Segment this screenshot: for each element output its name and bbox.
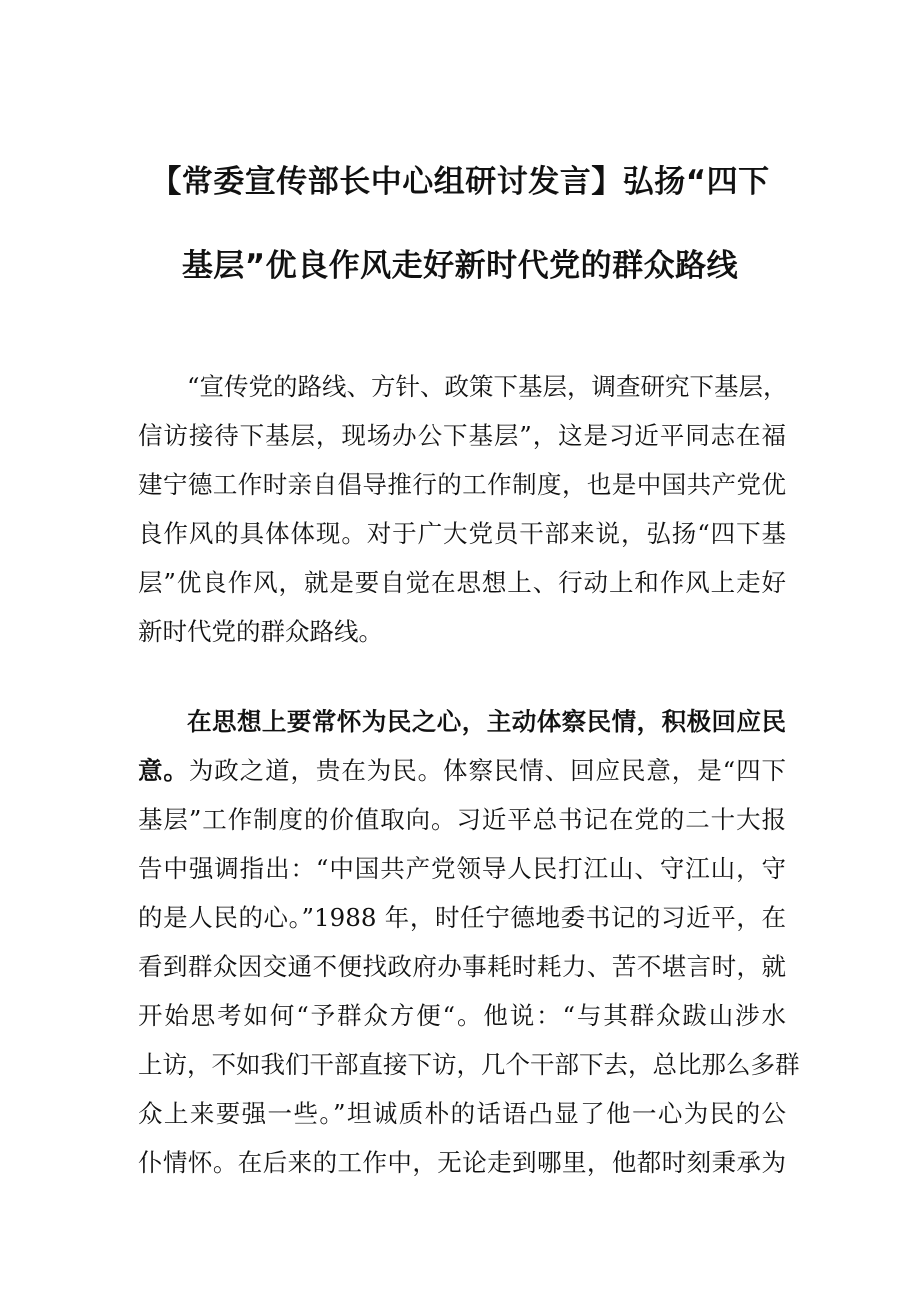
- paragraph-2-line-rest: 为政之道，贵在为民。体察民情、回应民意，是“四下: [188, 756, 786, 785]
- paragraph-2-line: 告中强调指出：“中国共产党领导人民打江山、守江山，守: [138, 854, 786, 883]
- paragraph-2-line: 看到群众因交通不便找政府办事耗时耗力、苦不堪言时，就: [138, 952, 786, 981]
- paragraph-1-line: 良作风的具体体现。对于广大党员干部来说，弘扬“四下基: [138, 519, 786, 548]
- paragraph-2-line: 开始思考如何“予群众方便“。他说：“与其群众跋山涉水: [138, 1001, 786, 1030]
- paragraph-1-line: 信访接待下基层，现场办公下基层”，这是习近平同志在福: [138, 421, 786, 450]
- paragraph-2-line: 基层”工作制度的价值取向。习近平总书记在党的二十大报: [138, 805, 786, 834]
- paragraph-2-heading-end: 意。: [138, 756, 189, 785]
- paragraph-1-line: 建宁德工作时亲自倡导推行的工作制度，也是中国共产党优: [138, 470, 786, 499]
- paragraph-1-line: “宣传党的路线、方针、政策下基层，调查研究下基层，: [187, 372, 788, 401]
- document-title: [120, 140, 800, 308]
- paragraph-2-line: [138, 746, 786, 795]
- paragraph-2-heading-line: 在思想上要常怀为民之心，主动体察民情，积极回应民: [187, 707, 786, 736]
- paragraph-2-line: 众上来要强一些。”坦诚质朴的话语凸显了他一心为民的公: [138, 1099, 786, 1128]
- paragraph-2-line: 仆情怀。在后来的工作中，无论走到哪里，他都时刻秉承为: [138, 1148, 786, 1177]
- title-line-2: 基层”优良作风走好新时代党的群众路线: [181, 248, 739, 284]
- paragraph-2: [138, 697, 800, 1187]
- paragraph-1-line: 层”优良作风，就是要自觉在思想上、行动上和作风上走好: [138, 568, 786, 597]
- paragraph-2-line: 上访，不如我们干部直接下访，几个干部下去，总比那么多群: [138, 1050, 800, 1079]
- paragraph-2-line: 的是人民的心。”1988 年，时任宁德地委书记的习近平，在: [138, 903, 786, 932]
- title-line-1: 【常委宣传部长中心组研讨发言】弘扬“四下: [150, 164, 770, 200]
- paragraph-1-line: 新时代党的群众路线。: [138, 617, 383, 646]
- paragraph-1: [138, 362, 786, 656]
